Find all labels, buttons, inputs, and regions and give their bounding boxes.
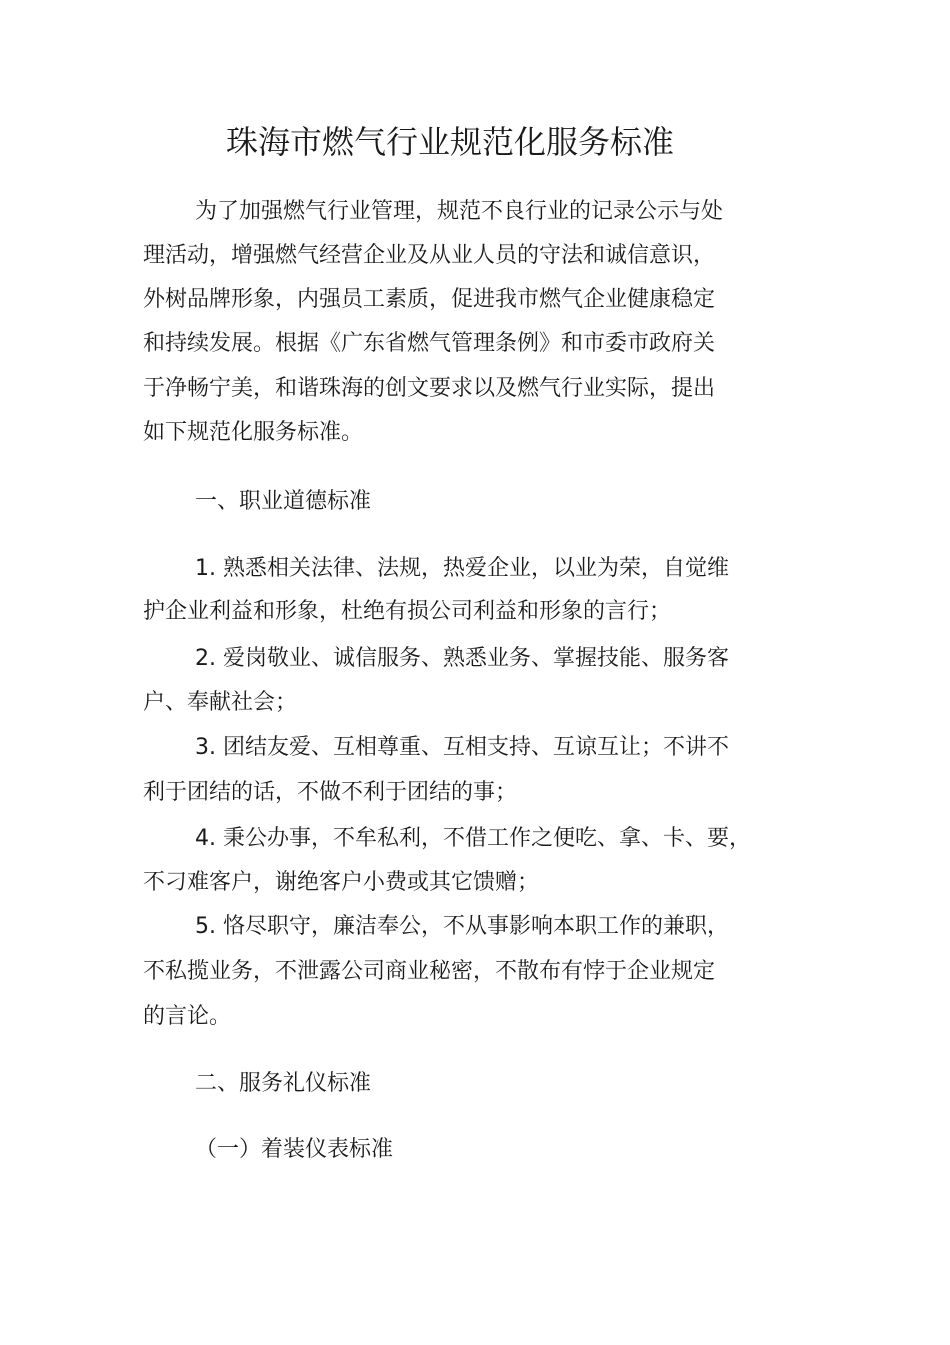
document-title: 珠海市燃气行业规范化服务标准 (225, 123, 674, 161)
intro-line: 如下规范化服务标准。 (143, 420, 364, 445)
list-item-line: 5. 恪尽职守，廉洁奉公，不从事影响本职工作的兼职， (195, 914, 729, 939)
list-item-line: 2. 爱岗敬业、诚信服务、熟悉业务、掌握技能、服务客 (195, 646, 729, 671)
intro-line: 于净畅宁美，和谐珠海的创文要求以及燃气行业实际，提出 (143, 376, 716, 401)
list-item-line: 不刁难客户，谢绝客户小费或其它馈赠； (143, 870, 540, 895)
section-heading: 一、职业道德标准 (195, 489, 372, 514)
intro-line: 外树品牌形象，内强员工素质，促进我市燃气企业健康稳定 (143, 287, 716, 312)
intro-line: 和持续发展。根据《广东省燃气管理条例》和市委市政府关 (143, 331, 716, 356)
subsection-heading: （一）着装仪表标准 (195, 1137, 394, 1162)
section-heading: 二、服务礼仪标准 (195, 1071, 372, 1096)
intro-line: 理活动，增强燃气经营企业及从业人员的守法和诚信意识， (143, 243, 716, 268)
list-item-line: 户、奉献社会； (143, 690, 298, 715)
list-item-line: 不私揽业务，不泄露公司商业秘密，不散布有悖于企业规定 (143, 959, 716, 984)
list-item-line: 1. 熟悉相关法律、法规，热爱企业，以业为荣，自觉维 (195, 556, 729, 581)
list-item-line: 利于团结的话，不做不利于团结的事； (143, 780, 518, 805)
list-item-line: 护企业利益和形象，杜绝有损公司利益和形象的言行； (143, 599, 672, 624)
intro-line: 为了加强燃气行业管理，规范不良行业的记录公示与处 (195, 199, 724, 224)
list-item-line: 4. 秉公办事，不牟私利，不借工作之便吃、拿、卡、要， (195, 826, 751, 851)
list-item-line: 3. 团结友爱、互相尊重、互相支持、互谅互让；不讲不 (195, 735, 729, 760)
list-item-line: 的言论。 (143, 1004, 232, 1029)
